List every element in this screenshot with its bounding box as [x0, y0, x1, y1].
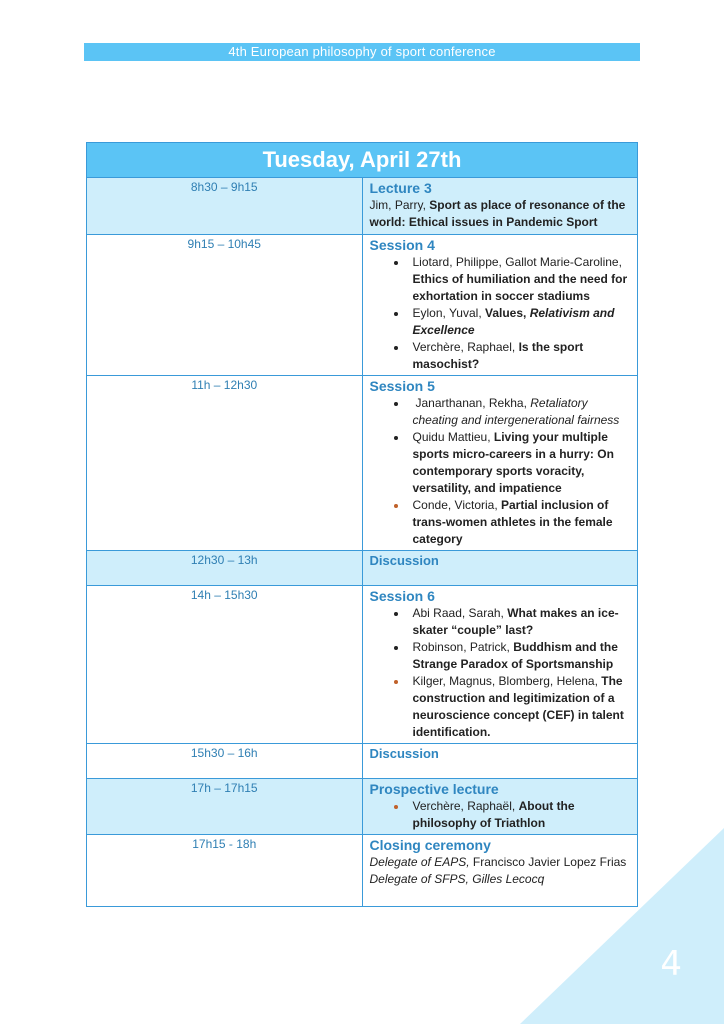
time-slot: 17h – 17h15	[87, 779, 363, 835]
talk-author: Liotard, Philippe, Gallot Marie-Caroline,	[412, 255, 622, 269]
talk-title: About the philosophy of Triathlon	[412, 799, 575, 830]
time-slot: 11h – 12h30	[87, 376, 363, 551]
schedule-table	[86, 142, 638, 907]
list-item	[370, 605, 630, 639]
schedule-row-lecture-3	[87, 178, 638, 235]
list-item	[370, 798, 630, 832]
list-item	[370, 305, 630, 339]
list-item	[370, 395, 630, 429]
page-number: 4	[660, 944, 682, 984]
row-content	[362, 178, 638, 235]
talk-list	[370, 254, 630, 373]
time-slot: 14h – 15h30	[87, 586, 363, 744]
list-item	[370, 497, 630, 548]
talk-title: Values,	[485, 306, 530, 320]
delegate-role: Delegate of SFPS,	[369, 872, 473, 886]
talk-title-italic: Retaliatory cheating and intergenerational fairness	[412, 396, 620, 427]
talk-title: Ethics of humiliation and the need for exhortation in soccer stadiums	[412, 272, 628, 303]
talk-title: Buddhism and the Strange Paradox of Sportsmanship	[412, 640, 618, 671]
schedule-row-prospective-lecture	[87, 779, 638, 835]
list-item	[370, 429, 630, 497]
talk-title-italic: Relativism and Excellence	[412, 306, 615, 337]
talk-title: Sport as place of resonance of the world: Ethical issues in Pandemic Sport	[369, 198, 626, 229]
session-title: Lecture 3	[369, 180, 432, 196]
row-content	[362, 779, 638, 835]
session-title: Closing ceremony	[369, 837, 491, 853]
talk-title: What makes an ice-skater “couple” last?	[412, 606, 619, 637]
list-item	[370, 254, 630, 305]
time-slot: 17h15 - 18h	[87, 835, 363, 907]
talk-author: Verchère, Raphaël,	[412, 799, 519, 813]
talk-author: Quidu Mattieu,	[412, 430, 494, 444]
talk-title: Is the sport masochist?	[412, 340, 584, 371]
row-content	[362, 235, 638, 376]
row-content	[362, 376, 638, 551]
session-title: Session 5	[369, 378, 435, 394]
talk-author: Robinson, Patrick,	[412, 640, 514, 654]
session-title: Discussion	[369, 553, 439, 568]
talk-list	[370, 395, 630, 548]
talk-author: Jim, Parry,	[369, 198, 430, 212]
schedule-row-session-4	[87, 235, 638, 376]
talk-title: The construction and legitimization of a neuroscience concept (CEF) in talent identification.	[412, 674, 624, 739]
time-slot: 15h30 – 16h	[87, 744, 363, 779]
row-content	[362, 744, 638, 779]
talk-title: Living your multiple sports micro-careers in a hurry: On contemporary sports voracity, versatility, and impatience	[412, 430, 614, 495]
schedule-row-session-6	[87, 586, 638, 744]
session-title: Session 6	[369, 588, 435, 604]
day-title: Tuesday, April 27th	[87, 143, 638, 178]
schedule-row-discussion	[87, 744, 638, 779]
list-item	[370, 339, 630, 373]
schedule-row-session-5	[87, 376, 638, 551]
talk-author: Abi Raad, Sarah,	[412, 606, 508, 620]
talk-author: Eylon, Yuval,	[412, 306, 485, 320]
talk-list	[370, 798, 630, 832]
session-title: Session 4	[369, 237, 435, 253]
title-row	[87, 143, 638, 178]
list-item	[370, 673, 630, 741]
talk-author: Janarthanan, Rekha,	[415, 396, 531, 410]
delegate-role: Delegate of EAPS,	[369, 855, 473, 869]
conference-header: 4th European philosophy of sport conference	[84, 43, 640, 61]
row-content	[362, 586, 638, 744]
talk-author: Kilger, Magnus, Blomberg, Helena,	[412, 674, 602, 688]
time-slot: 12h30 – 13h	[87, 551, 363, 586]
talk-list	[370, 605, 630, 741]
session-title: Prospective lecture	[369, 781, 499, 797]
delegate-name: Gilles Lecocq	[472, 872, 545, 886]
list-item	[370, 639, 630, 673]
time-slot: 9h15 – 10h45	[87, 235, 363, 376]
row-content	[362, 551, 638, 586]
delegate-name: Francisco Javier Lopez Frias	[472, 855, 627, 869]
schedule-row-discussion	[87, 551, 638, 586]
talk-title: Partial inclusion of trans-women athletes in the female category	[412, 498, 613, 546]
session-title: Discussion	[369, 746, 439, 761]
time-slot: 8h30 – 9h15	[87, 178, 363, 235]
talk-author: Verchère, Raphael,	[412, 340, 519, 354]
talk-author: Conde, Victoria,	[412, 498, 501, 512]
corner-triangle-decoration	[520, 828, 724, 1024]
talk-line	[370, 197, 630, 231]
